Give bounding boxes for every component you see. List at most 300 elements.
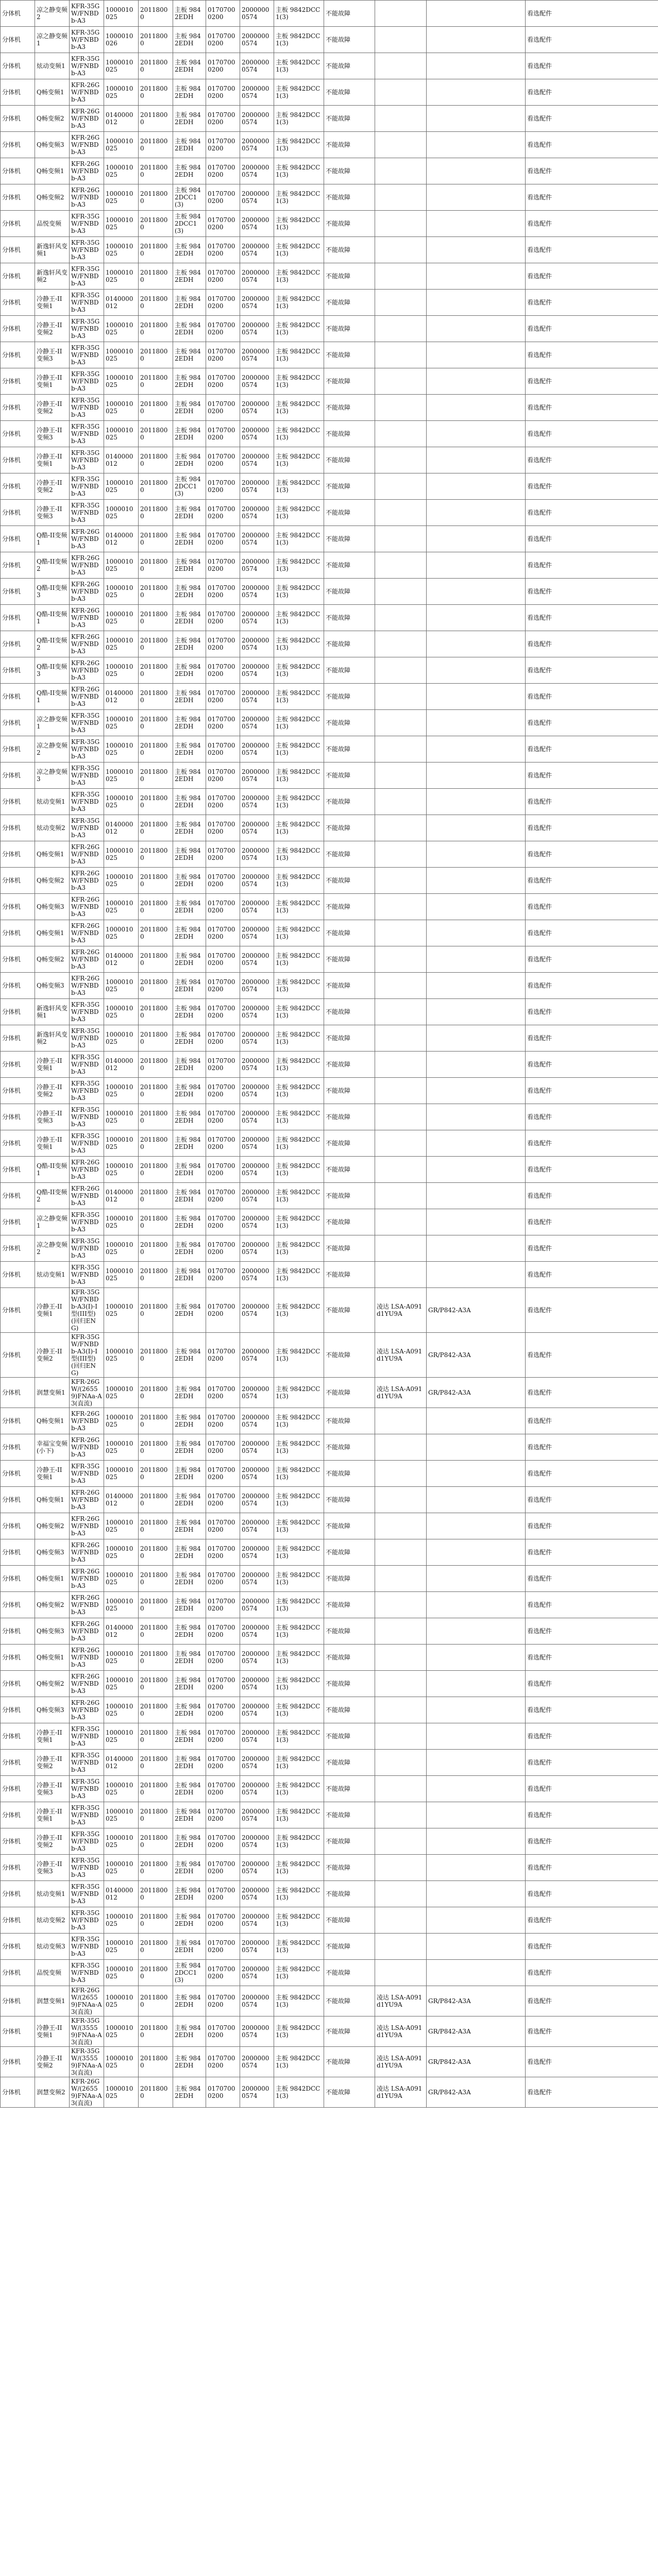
table-cell: 20118000 [139,473,173,500]
table-row [1,211,658,237]
table-cell: KFR-35GW/FNBDb-A3 [70,500,104,526]
table-cell: 主板 9842DCC1(3) [274,421,324,447]
table-cell: 0140000012 [104,1881,139,1907]
table-cell: 01707000200 [206,1378,240,1408]
table-cell [375,526,427,552]
table-cell [375,1513,427,1539]
table-cell: 01707000200 [206,789,240,815]
table-cell: 0140000012 [104,1487,139,1513]
table-cell: 01707000200 [206,421,240,447]
table-cell [375,762,427,789]
table-cell: 20000000574 [240,211,274,237]
table-cell: 看选配件 [526,946,658,973]
table-cell: KFR-35GW/FNBDb-A3 [70,1776,104,1802]
table-cell: 分体机 [1,473,35,500]
table-cell: 01707000200 [206,263,240,290]
table-cell: 不能故障 [324,132,375,158]
table-row [1,2047,658,2077]
table-cell: 不能故障 [324,53,375,79]
table-row [1,1645,658,1671]
table-row [1,631,658,657]
table-cell: 01707000200 [206,27,240,53]
table-cell [375,1960,427,1986]
table-cell: KFR-35GW/FNBDb-A3 [70,421,104,447]
table-cell: 看选配件 [526,447,658,473]
table-cell: 01707000200 [206,605,240,631]
table-cell: 1000010025 [104,1723,139,1750]
table-cell: 1000010025 [104,710,139,736]
table-cell: 凌达 LSA-A091d1YU9A [375,1378,427,1408]
table-cell: 冷静王-II变频2 [35,316,70,342]
table-cell [375,211,427,237]
table-cell: 分体机 [1,316,35,342]
table-row [1,552,658,579]
table-cell: 20000000574 [240,1855,274,1881]
table-cell: 主板 9842DCC1(3) [274,1697,324,1723]
table-cell: 不能故障 [324,1130,375,1157]
table-cell: 不能故障 [324,526,375,552]
table-cell: KFR-35GW/(35559)FNAa-A3(直流) [70,2016,104,2047]
table-row [1,999,658,1025]
table-cell: 看选配件 [526,1183,658,1209]
table-cell: 不能故障 [324,106,375,132]
table-cell: 1000010025 [104,1960,139,1986]
table-cell: 01707000200 [206,920,240,946]
table-cell: 分体机 [1,132,35,158]
table-cell: 20000000574 [240,894,274,920]
table-cell: KFR-26GW/FNBDb-A3 [70,1566,104,1592]
table-cell: 不能故障 [324,395,375,421]
table-cell: 凌达 LSA-A091d1YU9A [375,1333,427,1378]
table-cell: 20118000 [139,237,173,263]
table-cell: Q畅变频1 [35,1566,70,1592]
table-cell: 分体机 [1,1776,35,1802]
table-cell [375,421,427,447]
table-cell: 20118000 [139,762,173,789]
table-cell: 20000000574 [240,920,274,946]
table-cell [427,815,526,841]
table-cell: 20118000 [139,1513,173,1539]
table-cell: 看选配件 [526,316,658,342]
table-cell: 20000000574 [240,605,274,631]
table-cell: 01707000200 [206,1157,240,1183]
table-row [1,368,658,395]
table-cell: 主板 9842EDH [173,1723,206,1750]
table-cell: 新逸轩风变频1 [35,237,70,263]
table-row [1,158,658,184]
table-cell [427,946,526,973]
table-cell: 不能故障 [324,1566,375,1592]
table-cell: 冷静王-II变频1 [35,1802,70,1828]
table-cell: GR/P842-A3A [427,2077,526,2108]
table-cell: 20118000 [139,1157,173,1183]
table-cell [427,1697,526,1723]
table-cell: 主板 9842EDH [173,1618,206,1645]
table-cell [375,657,427,684]
table-cell: 1000010025 [104,1209,139,1235]
table-cell: 主板 9842EDH [173,447,206,473]
table-cell: 20118000 [139,1855,173,1881]
table-cell: 凌达 LSA-A091d1YU9A [375,1288,427,1333]
table-cell: 不能故障 [324,1539,375,1566]
table-cell: 看选配件 [526,1378,658,1408]
table-cell: Q畅变频1 [35,920,70,946]
table-cell: 看选配件 [526,368,658,395]
table-cell: 1000010026 [104,27,139,53]
table-cell: 冷静王-II变频1 [35,368,70,395]
table-cell: GR/P842-A3A [427,1333,526,1378]
table-cell: 20000000574 [240,552,274,579]
table-row [1,1776,658,1802]
table-cell: 不能故障 [324,789,375,815]
table-cell: 20000000574 [240,1645,274,1671]
table-cell: 主板 9842DCC1(3) [274,1618,324,1645]
table-cell: 不能故障 [324,211,375,237]
table-cell: 01707000200 [206,1592,240,1618]
table-cell: 炫动变频2 [35,815,70,841]
table-cell: 主板 9842EDH [173,815,206,841]
table-cell: Q畅变频1 [35,79,70,106]
table-cell: 1000010025 [104,1934,139,1960]
table-cell [427,1434,526,1461]
table-cell: 分体机 [1,2047,35,2077]
table-cell: 01707000200 [206,342,240,368]
table-cell: 01707000200 [206,1183,240,1209]
table-cell: 20000000574 [240,815,274,841]
table-cell: 看选配件 [526,106,658,132]
table-cell: 20118000 [139,1461,173,1487]
table-cell: Q畅变频3 [35,973,70,999]
table-cell: 分体机 [1,1078,35,1104]
table-cell: 20118000 [139,2047,173,2077]
table-cell: 分体机 [1,1333,35,1378]
table-cell: 1000010025 [104,894,139,920]
table-cell: 20118000 [139,500,173,526]
table-cell: 主板 9842EDH [173,290,206,316]
table-cell [375,1235,427,1262]
table-cell: 看选配件 [526,1052,658,1078]
table-cell [375,999,427,1025]
table-cell: 01707000200 [206,1262,240,1288]
table-cell [375,1078,427,1104]
table-cell: 20118000 [139,657,173,684]
table-cell: 冷静王-II变频1 [35,1723,70,1750]
table-cell: 不能故障 [324,184,375,211]
table-cell: 主板 9842DCC1(3) [274,1408,324,1434]
table-row [1,1566,658,1592]
table-cell: KFR-35GW/FNBDb-A3 [70,263,104,290]
table-cell: 看选配件 [526,1960,658,1986]
table-cell: 1000010025 [104,1855,139,1881]
table-cell: 主板 9842DCC1(3) [274,1378,324,1408]
table-cell: 不能故障 [324,290,375,316]
table-cell: KFR-26GW/FNBDb-A3 [70,158,104,184]
table-cell: 20000000574 [240,395,274,421]
table-cell: KFR-26GW/FNBDb-A3 [70,920,104,946]
table-cell: 不能故障 [324,1104,375,1130]
table-cell: KFR-26GW/FNBDb-A3 [70,1487,104,1513]
table-cell: 20000000574 [240,1461,274,1487]
table-cell [427,1592,526,1618]
table-cell: KFR-35GW/FNBDb-A3 [70,815,104,841]
table-cell: 20118000 [139,27,173,53]
table-cell: 看选配件 [526,1209,658,1235]
table-cell: 20000000574 [240,1960,274,1986]
table-cell: 1000010025 [104,342,139,368]
table-cell: 冷静王-II变频1 [35,1288,70,1333]
table-cell: 看选配件 [526,500,658,526]
table-cell: KFR-26GW/FNBDb-A3 [70,684,104,710]
table-cell: 分体机 [1,1183,35,1209]
table-cell: 20118000 [139,2016,173,2047]
table-cell: KFR-26GW/FNBDb-A3 [70,1618,104,1645]
table-cell: 不能故障 [324,1157,375,1183]
table-cell: 20118000 [139,894,173,920]
table-cell: 20118000 [139,1934,173,1960]
table-cell: 主板 9842DCC1(3) [274,1434,324,1461]
table-cell: 20118000 [139,736,173,762]
table-cell: 分体机 [1,1539,35,1566]
table-cell: 1000010025 [104,1130,139,1157]
table-cell: 冷静王-II变频1 [35,1130,70,1157]
table-cell: 新逸轩风变频2 [35,263,70,290]
table-cell: 20118000 [139,1078,173,1104]
table-cell: 20118000 [139,1697,173,1723]
table-cell: 1000010025 [104,1513,139,1539]
table-cell [427,684,526,710]
table-cell: 分体机 [1,2016,35,2047]
table-cell: 1000010025 [104,1461,139,1487]
table-cell: KFR-35GW/FNBDb-A3 [70,1723,104,1750]
table-cell: 0140000012 [104,447,139,473]
table-cell: 分体机 [1,342,35,368]
table-row [1,132,658,158]
table-row [1,316,658,342]
table-cell: 01707000200 [206,1235,240,1262]
table-cell: 主板 9842EDH [173,132,206,158]
table-cell: KFR-35GW/FNBDb-A3 [70,1461,104,1487]
table-cell: 不能故障 [324,263,375,290]
table-cell: 看选配件 [526,1671,658,1697]
table-cell: 不能故障 [324,1,375,27]
table-cell: 主板 9842DCC1(3) [274,1262,324,1288]
table-cell: 看选配件 [526,1566,658,1592]
table-cell: KFR-26GW/(26559)FNAa-A3(直流) [70,1378,104,1408]
table-cell: 看选配件 [526,736,658,762]
table-cell: 冷静王-II变频1 [35,1461,70,1487]
table-cell: 01707000200 [206,1539,240,1566]
table-cell: 主板 9842EDH [173,1408,206,1434]
table-cell: 01707000200 [206,1618,240,1645]
table-cell: 20000000574 [240,710,274,736]
table-cell: 分体机 [1,1487,35,1513]
table-cell: 分体机 [1,762,35,789]
table-cell: 20118000 [139,1750,173,1776]
table-cell: 1000010025 [104,657,139,684]
table-cell: 1000010025 [104,1025,139,1052]
table-cell: KFR-26GW/FNBDb-A3 [70,1157,104,1183]
table-cell: 不能故障 [324,1183,375,1209]
table-cell [375,920,427,946]
table-cell: 主板 9842DCC1(3) [274,1209,324,1235]
table-cell: 看选配件 [526,710,658,736]
table-cell: 润慧变频2 [35,2077,70,2108]
table-cell: 01707000200 [206,473,240,500]
table-cell: KFR-35GW/FNBDb-A3 [70,1855,104,1881]
table-cell: 20118000 [139,1130,173,1157]
table-cell [375,158,427,184]
table-cell: 01707000200 [206,1333,240,1378]
table-cell [427,1618,526,1645]
table-cell [427,395,526,421]
table-cell: 20118000 [139,1333,173,1378]
table-cell: 20000000574 [240,1750,274,1776]
table-cell: 看选配件 [526,342,658,368]
table-cell: 主板 9842DCC1(3) [274,1513,324,1539]
table-cell: 主板 9842DCC1(3) [173,211,206,237]
table-cell: 主板 9842EDH [173,1697,206,1723]
table-cell: 主板 9842DCC1(3) [274,1130,324,1157]
table-cell [427,1,526,27]
table-row [1,1025,658,1052]
table-cell: 品悦变频 [35,1960,70,1986]
table-cell: 0140000012 [104,290,139,316]
table-cell [427,579,526,605]
table-cell [427,736,526,762]
table-cell: Q畅变频3 [35,1539,70,1566]
table-cell: 20118000 [139,1986,173,2016]
table-cell: 分体机 [1,631,35,657]
table-cell: 主板 9842EDH [173,526,206,552]
table-cell: 分体机 [1,605,35,631]
table-cell: KFR-35GW/FNBDb-A3 [70,1960,104,1986]
table-cell: 20118000 [139,946,173,973]
table-cell: 主板 9842EDH [173,1183,206,1209]
table-cell: 1000010025 [104,1907,139,1934]
table-cell [427,211,526,237]
table-cell: 01707000200 [206,2016,240,2047]
table-cell: 主板 9842DCC1(3) [274,1461,324,1487]
table-row [1,421,658,447]
table-cell: 1000010025 [104,999,139,1025]
table-cell: KFR-35GW/FNBDb-A3 [70,1130,104,1157]
table-cell: 主板 9842EDH [173,999,206,1025]
table-row [1,1183,658,1209]
table-cell: 主板 9842DCC1(3) [274,27,324,53]
table-row [1,447,658,473]
table-cell: 20000000574 [240,868,274,894]
table-cell: KFR-35GW/FNBDb-A3 [70,1907,104,1934]
table-cell: 01707000200 [206,500,240,526]
table-cell: 看选配件 [526,1434,658,1461]
table-cell: 20118000 [139,1592,173,1618]
table-cell [427,1262,526,1288]
table-cell [427,552,526,579]
table-cell: 主板 9842EDH [173,657,206,684]
table-cell: 冷静王-II变频2 [35,1333,70,1378]
table-cell [427,290,526,316]
table-cell: 01707000200 [206,1697,240,1723]
table-cell: 20118000 [139,605,173,631]
table-cell: 20118000 [139,1907,173,1934]
table-cell: 20000000574 [240,999,274,1025]
table-cell: 20000000574 [240,736,274,762]
table-cell: 主板 9842EDH [173,631,206,657]
table-cell [427,1025,526,1052]
table-cell: 1000010025 [104,1288,139,1333]
table-cell [427,526,526,552]
table-cell: 看选配件 [526,395,658,421]
table-cell: 20000000574 [240,79,274,106]
table-cell: KFR-35GW/FNBDb-A3 [70,342,104,368]
table-row [1,736,658,762]
table-cell: 主板 9842DCC1(3) [274,736,324,762]
table-cell [375,605,427,631]
table-cell: 看选配件 [526,579,658,605]
table-cell: 分体机 [1,657,35,684]
table-cell: 20118000 [139,79,173,106]
table-cell: 20000000574 [240,1723,274,1750]
table-cell [375,53,427,79]
table-cell: 主板 9842EDH [173,710,206,736]
table-cell [375,1209,427,1235]
table-cell: 看选配件 [526,1130,658,1157]
table-cell [427,263,526,290]
table-cell: 看选配件 [526,27,658,53]
table-cell: 01707000200 [206,1750,240,1776]
table-cell: 看选配件 [526,1104,658,1130]
table-cell: 分体机 [1,1235,35,1262]
table-cell: 看选配件 [526,1262,658,1288]
table-cell: 20118000 [139,1539,173,1566]
table-cell: KFR-35GW/FNBDb-A3 [70,1104,104,1130]
table-row [1,526,658,552]
table-cell [375,1750,427,1776]
table-cell: 看选配件 [526,421,658,447]
table-cell: 看选配件 [526,1828,658,1855]
table-cell: 1000010025 [104,421,139,447]
table-cell: 主板 9842EDH [173,79,206,106]
table-cell: 看选配件 [526,1333,658,1378]
table-cell: 1000010025 [104,2047,139,2077]
table-cell: 1000010025 [104,132,139,158]
table-cell: 主板 9842DCC1(3) [274,815,324,841]
table-cell: 1000010025 [104,1671,139,1697]
table-cell: 20000000574 [240,2077,274,2108]
table-cell: 20118000 [139,132,173,158]
table-cell [375,789,427,815]
table-cell: 品悦变频 [35,211,70,237]
table-cell: 主板 9842DCC1(3) [274,237,324,263]
table-cell: Q畅变频2 [35,184,70,211]
table-cell: KFR-26GW/FNBDb-A3 [70,1645,104,1671]
table-cell: 主板 9842DCC1(3) [274,657,324,684]
table-cell: 主板 9842DCC1(3) [173,473,206,500]
table-cell: 冷静王-II变频3 [35,421,70,447]
table-cell: 01707000200 [206,973,240,999]
table-cell: 01707000200 [206,237,240,263]
table-cell: 主板 9842EDH [173,1539,206,1566]
table-cell: 分体机 [1,395,35,421]
table-cell: 20000000574 [240,237,274,263]
table-cell: 主板 9842DCC1(3) [274,1881,324,1907]
table-row [1,1235,658,1262]
table-row [1,500,658,526]
table-cell: Q酷-II变频3 [35,657,70,684]
table-cell: 0140000012 [104,106,139,132]
table-cell: 1000010025 [104,1408,139,1434]
table-cell: 不能故障 [324,1378,375,1408]
